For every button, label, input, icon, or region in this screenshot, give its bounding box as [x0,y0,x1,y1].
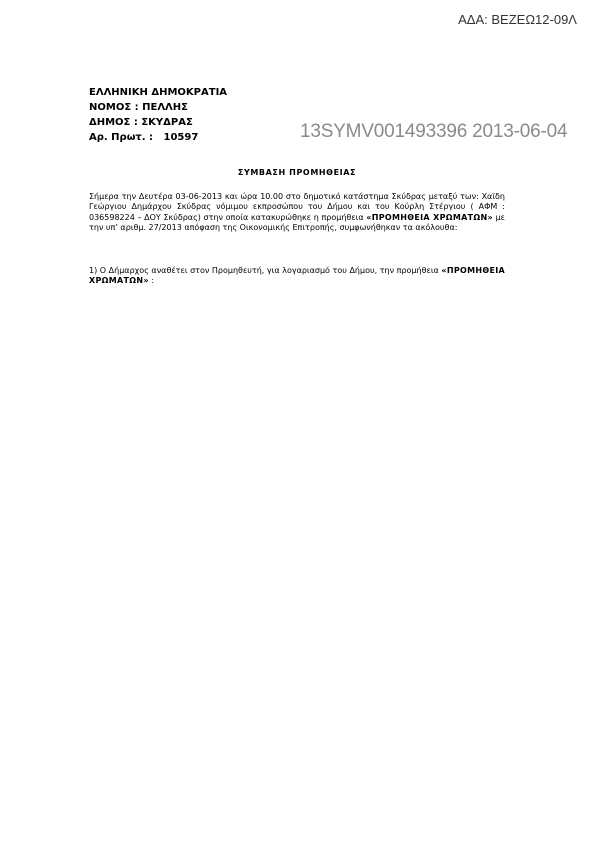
paragraph-article-1-text: 1) Ο Δήμαρχος αναθέτει στον Προμηθευτή, για λογαριασμό του Δήμου, την προμήθεια [89,266,442,275]
paragraph-intro-text-end: με την υπ’ αριθμ. 27/2013 απόφαση της Οικονομικής Επιτροπής, συμφωνήθηκαν τα ακόλουθα: [89,212,505,233]
header-prefecture: ΝΟΜΟΣ : ΠΕΛΛΗΣ [89,102,188,113]
paragraph-intro-text: Σήμερα την Δευτέρα 03-06-2013 και ώρα 10.00 στο δημοτικό κατάστημα Σκύδρας μεταξύ των: Χαϊδη Γεώργιου Δημάρχου Σκύδρας νόμιμου εκπροσώπου του Δήμου και του Κούρλη Στέργιου ( ΑΦΜ : 036598224 – ΔΟΥ Σκύδρας) στην οποία κατακυρώθηκε η προμήθεια [89,192,505,222]
ada-code: ΑΔΑ: ΒΕΖΕΩ12-09Λ [458,12,577,27]
document-title: ΣΥΜΒΑΣΗ ΠΡΟΜΗΘΕΙΑΣ [237,168,357,177]
paragraph-intro-highlight: «ΠΡΟΜΗΘΕΙΑ ΧΡΩΜΑΤΩΝ» [366,212,493,222]
paragraph-article-1-highlight: «ΠΡΟΜΗΘΕΙΑ ΧΡΩΜΑΤΩΝ» [89,266,505,286]
header-protocol-number: Αρ. Πρωτ. : 10597 [89,132,199,143]
document-header [89,85,227,145]
paragraph-intro [89,192,505,234]
paragraph-article-1-text-end: : [148,276,155,286]
paragraph-article-1 [89,266,505,287]
header-municipality: ΔΗΜΟΣ : ΣΚΥΔΡΑΣ [89,117,193,128]
header-republic: ΕΛΛΗΝΙΚΗ ΔΗΜΟΚΡΑΤΙΑ [89,87,228,98]
registry-stamp: 13SYMV001493396 2013-06-04 [300,121,568,142]
